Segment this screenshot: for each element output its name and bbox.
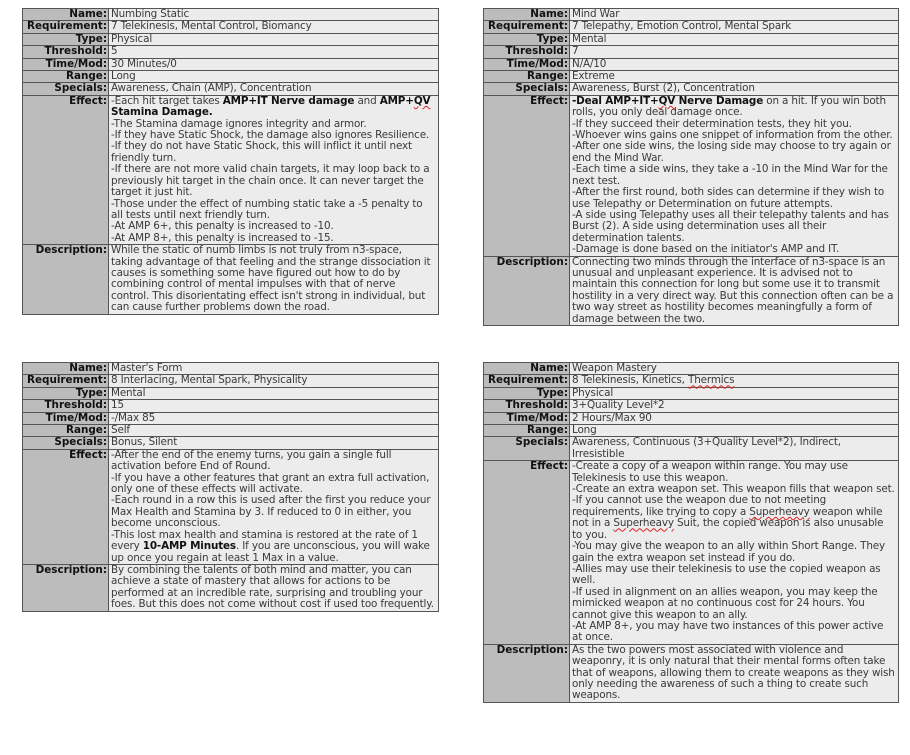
power-card-numbing-static [22, 8, 439, 315]
effect-line: -Create a copy of a weapon within range. You may use Telekinesis to use this weapon. [572, 460, 848, 484]
type-value: Mental [109, 387, 439, 399]
description-label: Description: [484, 644, 570, 702]
effect-line: -If there are not more valid chain targets, it may loop back to a previously hit target in the chain once. It can never target the target it just hit. [111, 163, 430, 199]
effect-value [109, 95, 439, 244]
power-card-weapon-mastery [483, 362, 899, 703]
description-value: Connecting two minds through the interface of n3-space is an unusual and unpleasant experience. It is advised not to maintain this connection for long but some use it to transmit hostility in a very direct way. But this connection often can be a two way street as hostility becomes meaningfully a form of damage between the two. [570, 256, 899, 325]
name-value: Master's Form [109, 363, 439, 375]
description-label: Description: [484, 256, 570, 325]
time-mod-label: Time/Mod: [484, 58, 570, 70]
effect-line: -If you cannot use the weapon due to not meeting requirements, like trying to copy a Superheavy weapon while not in a Superheavy Suit, the copied weapon is also unusable to you. [572, 494, 884, 541]
effect-line: -Each hit target takes AMP+IT Nerve damage and AMP+QV Stamina Damage. [111, 94, 431, 119]
threshold-value: 15 [109, 400, 439, 412]
specials-label: Specials: [484, 437, 570, 461]
requirement-value: 8 Interlacing, Mental Spark, Physicality [109, 375, 439, 387]
range-label: Range: [23, 71, 109, 83]
effect-label: Effect: [23, 95, 109, 244]
range-label: Range: [23, 425, 109, 437]
threshold-label: Threshold: [484, 46, 570, 58]
specials-value: Awareness, Burst (2), Concentration [570, 83, 899, 95]
threshold-label: Threshold: [23, 400, 109, 412]
requirement-label: Requirement: [23, 375, 109, 387]
name-label: Name: [23, 363, 109, 375]
range-label: Range: [484, 71, 570, 83]
requirement-label: Requirement: [484, 21, 570, 33]
effect-line: -Create an extra weapon set. This weapon fills that weapon set. [572, 483, 895, 496]
effect-line: -At AMP 8+, you may have two instances of this power active at once. [572, 619, 884, 644]
effect-line: -If used in alignment on an allies weapon, you may keep the mimicked weapon at no continuous cost for 24 hours. You cannot give this weapon to an ally. [572, 585, 878, 621]
effect-line: -If they succeed their determination tests, they hit you. [572, 117, 852, 130]
threshold-value: 5 [109, 46, 439, 58]
power-card-masters-form [22, 362, 439, 612]
effect-line: -Damage is done based on the initiator's AMP and IT. [572, 243, 840, 256]
requirement-value: 7 Telepathy, Emotion Control, Mental Spark [570, 21, 899, 33]
effect-line: -After one side wins, the losing side may choose to try again or end the Mind War. [572, 140, 891, 164]
time-mod-value: 2 Hours/Max 90 [570, 412, 899, 424]
type-value: Physical [109, 33, 439, 45]
effect-line: -You may give the weapon to an ally within Short Range. They gain the extra weapon set instead if you do. [572, 540, 886, 564]
type-value: Physical [570, 387, 899, 399]
threshold-value: 7 [570, 46, 899, 58]
effect-line: -Whoever wins gains one snippet of information from the other. [572, 129, 893, 142]
time-mod-label: Time/Mod: [23, 58, 109, 70]
type-label: Type: [23, 387, 109, 399]
time-mod-value: -/Max 85 [109, 412, 439, 424]
time-mod-value: N/A/10 [570, 58, 899, 70]
effect-line: -If they have Static Shock, the damage also ignores Resilience. [111, 129, 430, 142]
requirement-value: 8 Telekinesis, Kinetics, Thermics [570, 375, 899, 387]
name-value: Weapon Mastery [570, 363, 899, 375]
name-label: Name: [484, 363, 570, 375]
specials-value: Bonus, Silent [109, 437, 439, 449]
power-card-mind-war [483, 8, 899, 326]
name-label: Name: [23, 9, 109, 21]
effect-line: -After the first round, both sides can determine if they wish to use Telepathy or Determination on future attempts. [572, 186, 885, 210]
effect-line: -Deal AMP+IT+QV Nerve Damage on a hit. If you win both rolls, you only deal damage once. [572, 94, 886, 119]
type-value: Mental [570, 33, 899, 45]
range-value: Long [109, 71, 439, 83]
specials-label: Specials: [23, 83, 109, 95]
time-mod-value: 30 Minutes/0 [109, 58, 439, 70]
range-value: Long [570, 425, 899, 437]
description-label: Description: [23, 245, 109, 314]
effect-value [109, 449, 439, 564]
effect-line: -After the end of the enemy turns, you gain a single full activation before End of Round. [111, 448, 392, 473]
type-label: Type: [484, 33, 570, 45]
effect-line: -Each round in a row this is used after the first you reduce your Max Health and Stamina by 3. If reduced to 0 in either, you become unconscious. [111, 494, 431, 530]
requirement-value: 7 Telekinesis, Mental Control, Biomancy [109, 21, 439, 33]
threshold-value: 3+Quality Level*2 [570, 400, 899, 412]
time-mod-label: Time/Mod: [484, 412, 570, 424]
type-label: Type: [484, 387, 570, 399]
threshold-label: Threshold: [23, 46, 109, 58]
name-value: Numbing Static [109, 9, 439, 21]
effect-line: -At AMP 8+, this penalty is increased to -15. [111, 231, 334, 244]
threshold-label: Threshold: [484, 400, 570, 412]
effect-line: -Those under the effect of numbing static take a -5 penalty to all tests until next friendly turn. [111, 197, 423, 221]
effect-line: -A side using Telepathy uses all their telepathy talents and has Burst (2). A side using determination uses all their determination talents. [572, 208, 889, 244]
effect-label: Effect: [23, 449, 109, 564]
effect-label: Effect: [484, 461, 570, 645]
requirement-label: Requirement: [23, 21, 109, 33]
time-mod-label: Time/Mod: [23, 412, 109, 424]
effect-line: -Each time a side wins, they take a -10 in the Mind War for the next test. [572, 163, 888, 187]
description-label: Description: [23, 564, 109, 611]
effect-line: -The Stamina damage ignores integrity and armor. [111, 117, 367, 130]
name-value: Mind War [570, 9, 899, 21]
requirement-label: Requirement: [484, 375, 570, 387]
range-label: Range: [484, 425, 570, 437]
range-value: Self [109, 425, 439, 437]
effect-value [570, 461, 899, 645]
effect-line: -If you have a other features that grant an extra full activation, only one of these effects will activate. [111, 471, 430, 496]
specials-label: Specials: [23, 437, 109, 449]
effect-line: -At AMP 6+, this penalty is increased to -10. [111, 220, 334, 233]
effect-line: -This lost max health and stamina is restored at the rate of 1 every 10-AMP Minutes. If you are unconscious, you will wake up once you regain at least 1 Max in a value. [111, 528, 430, 564]
description-value: As the two powers most associated with violence and weaponry, it is only natural that their mental forms often take that of weapons, allowing them to create weapons as they wish only needing the awareness of such a thing to create such weapons. [570, 644, 899, 702]
range-value: Extreme [570, 71, 899, 83]
effect-value [570, 95, 899, 256]
description-value: By combining the talents of both mind and matter, you can achieve a state of mastery that allows for actions to be performed at an incredible rate, surprising and troubling your foes. But this does not come without cost if used too frequently. [109, 564, 439, 611]
specials-value: Awareness, Chain (AMP), Concentration [109, 83, 439, 95]
description-value: While the static of numb limbs is not truly from n3-space, taking advantage of that feeling and the strange dissociation it causes is something some have figured out how to do by combining control of mental impulses with that of nerve control. This disorientating effect isn't strong in individual, but can cause further problems down the road. [109, 245, 439, 314]
effect-line: -Allies may use their telekinesis to use the copied weapon as well. [572, 562, 881, 587]
name-label: Name: [484, 9, 570, 21]
effect-line: -If they do not have Static Shock, this will inflict it until next friendly turn. [111, 140, 412, 164]
effect-label: Effect: [484, 95, 570, 256]
specials-value: Awareness, Continuous (3+Quality Level*2), Indirect, Irresistible [570, 437, 899, 461]
specials-label: Specials: [484, 83, 570, 95]
type-label: Type: [23, 33, 109, 45]
